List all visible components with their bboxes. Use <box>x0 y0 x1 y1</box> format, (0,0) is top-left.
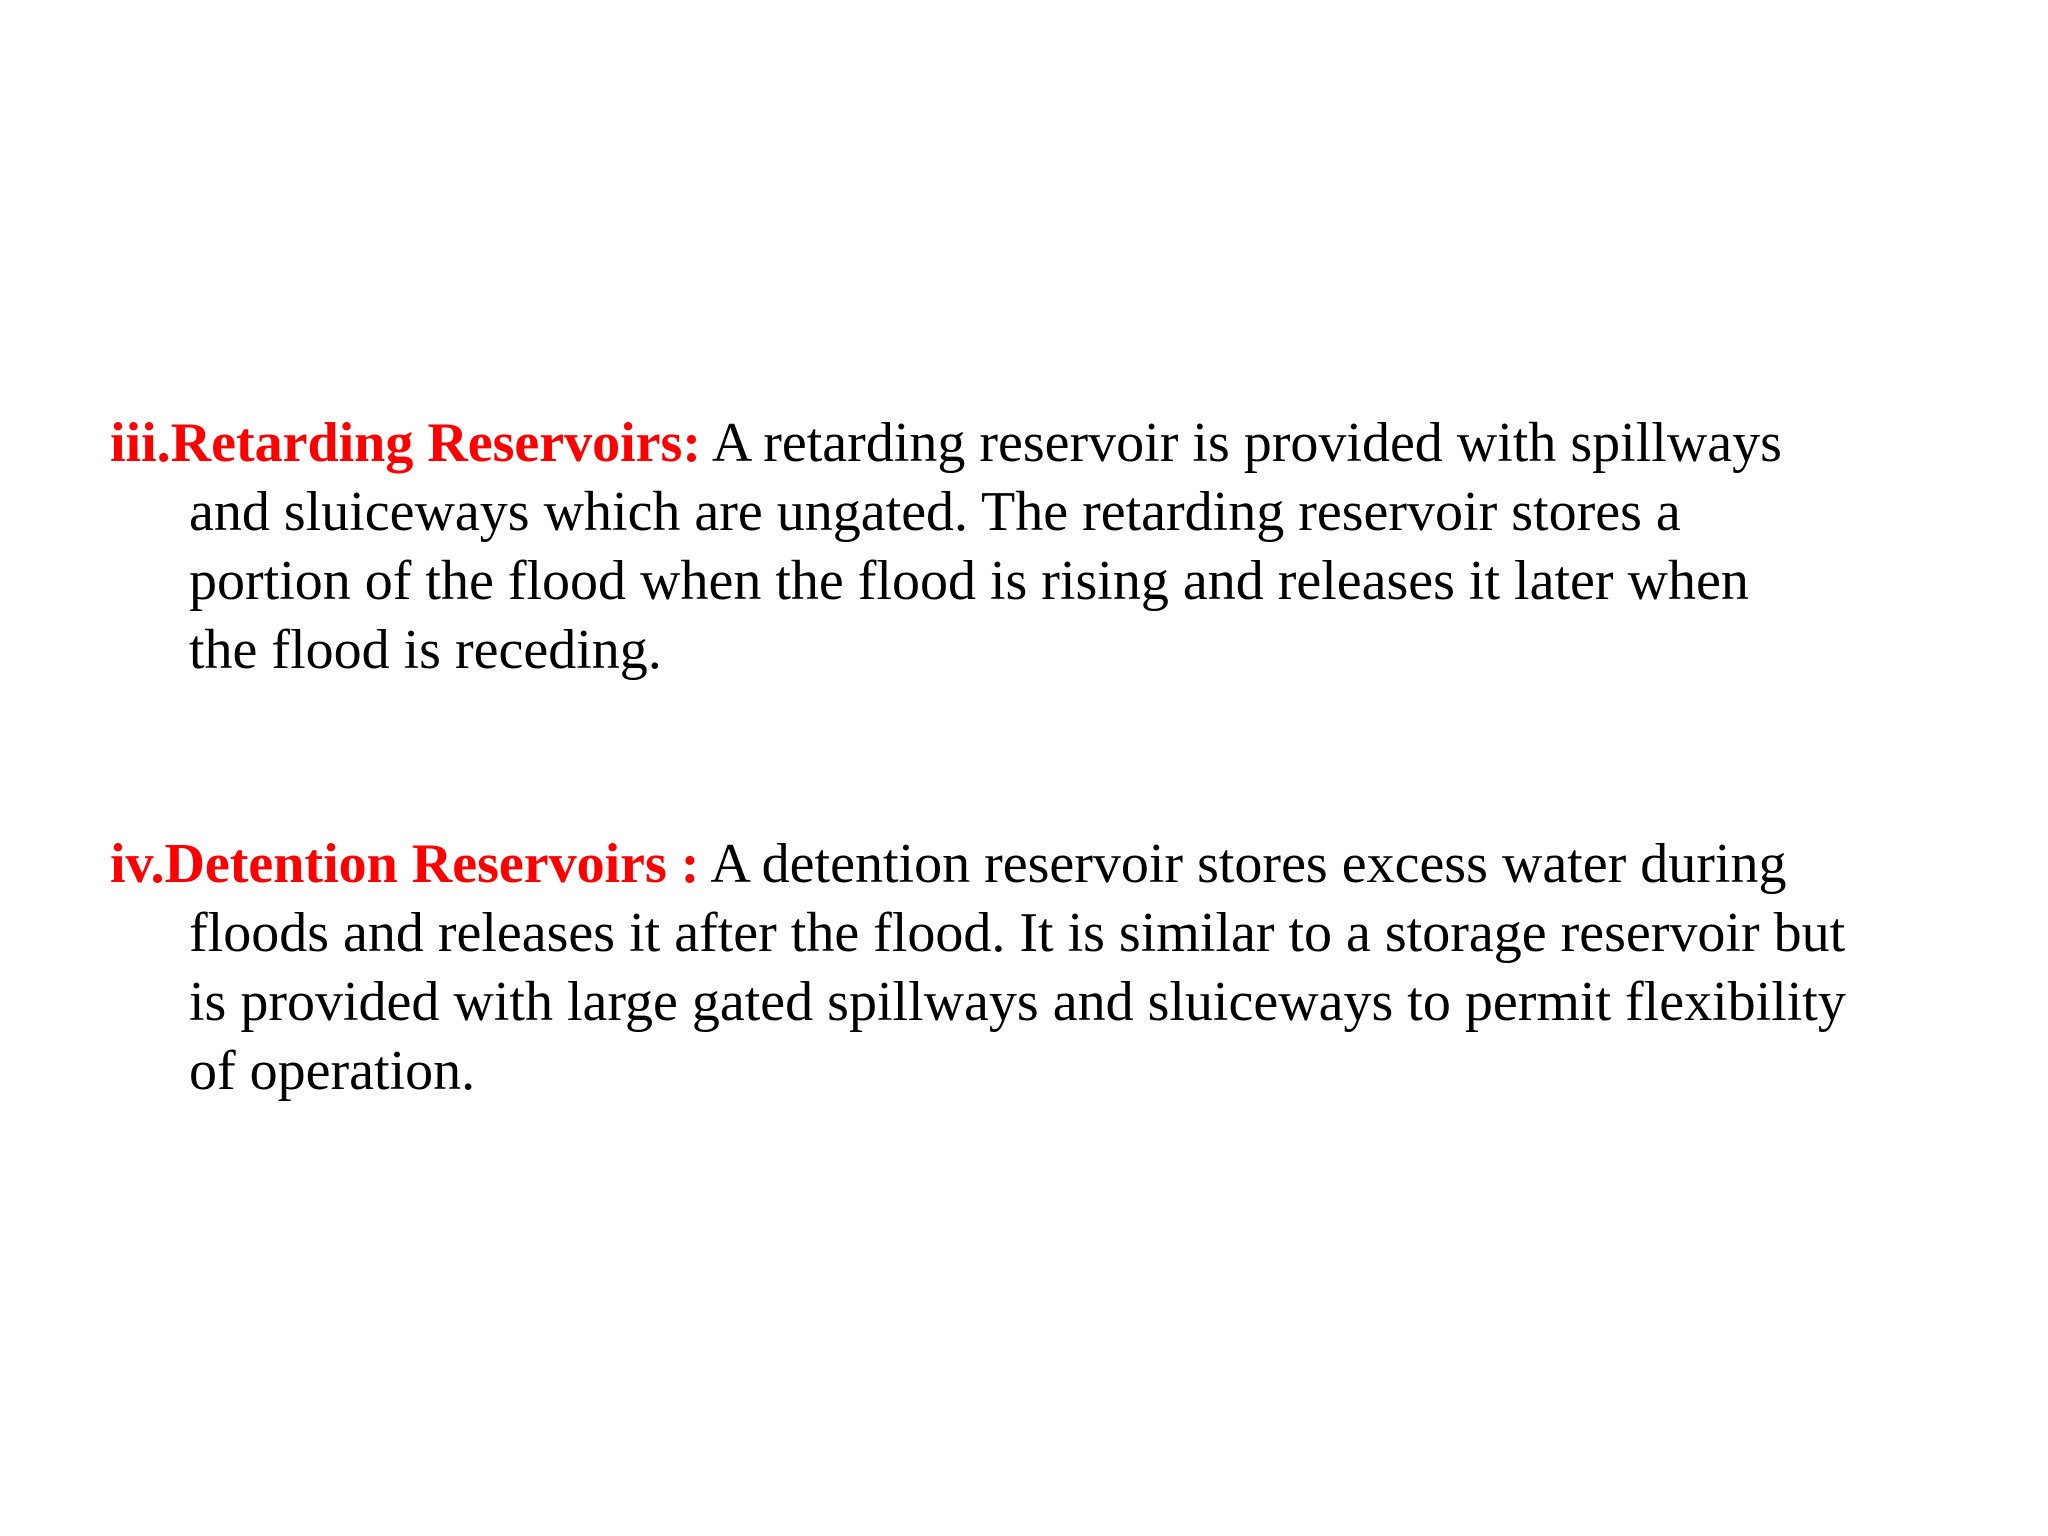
definition-text: A retarding reservoir is provided with spillways <box>700 412 1782 474</box>
definition-line: and sluiceways which are ungated. The retarding reservoir stores a <box>189 481 1681 543</box>
term-detention-reservoirs: iv.Detention Reservoirs : <box>110 833 700 895</box>
definition-line: floods and releases it after the flood. It is similar to a storage reservoir but <box>189 902 1846 964</box>
term-retarding-reservoirs: iii.Retarding Reservoirs: <box>110 412 701 474</box>
definition-line: portion of the flood when the flood is rising and releases it later when <box>189 550 1749 612</box>
definition-text: A detention reservoir stores excess water during <box>699 833 1787 895</box>
definition-detention-reservoirs <box>110 830 1990 1106</box>
definition-line <box>110 830 1990 899</box>
definition-line <box>110 409 1990 478</box>
definition-line: is provided with large gated spillways and sluiceways to permit flexibility <box>189 971 1846 1033</box>
definition-line: the flood is receding. <box>189 619 662 681</box>
definition-line: of operation. <box>189 1040 476 1102</box>
definition-retarding-reservoirs <box>110 409 1990 685</box>
